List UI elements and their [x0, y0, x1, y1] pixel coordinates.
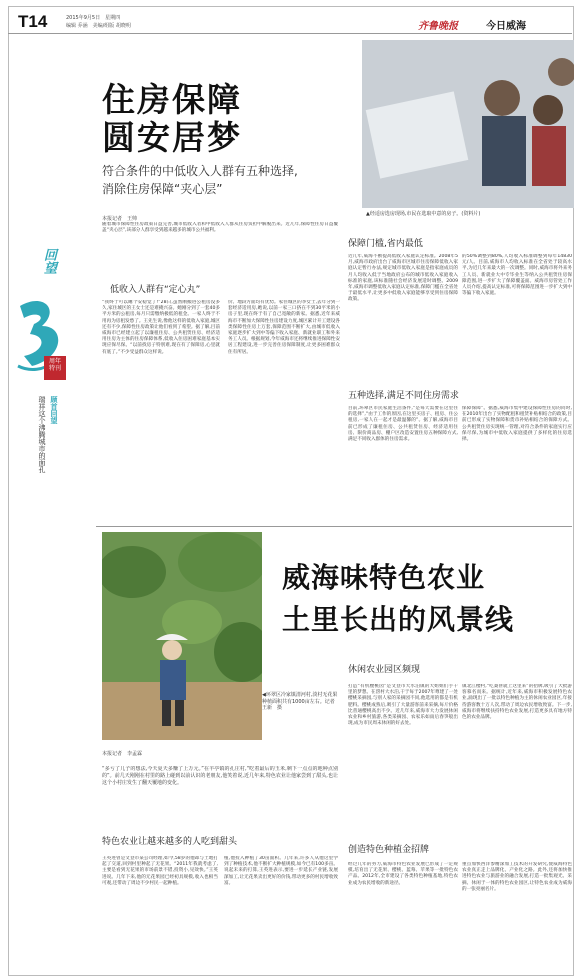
article1-col1: “我终于可以睡个安稳觉了!”28日,虽然刚搬进公租房没多久,家住城区的王女士还是难掩兴奋。她刚分到了一套40多平方米的公租房,每月只需缴纳极低的租金。一家人终于不用再为房租发愁了。王先生说,像他这样的低收入家庭,城区还有不少,保障性住房政策让他们看到了希望。据了解,目前威海市已经建立起了以廉租住房、公共租赁住房、经济适用住房为主体的住房保障体系,低收入住房困难家庭基本实现应保尽保。“以前找房子特别难,现在有了保障房,心里就有底了。”不少受益群众这样说。 [102, 300, 220, 355]
article2-lead: “多亏了儿子的想法,今天夏天多赚了上万元。”在羊亭镇的孔庄村,“吃着最后的玉米,剩下一点点的地种点别的”。前几天刚刚在村里的路上碰到以前认识的老朋友,他笑着说,近几年来,特色农业让他家尝到了甜头,也让这个小村庄发生了翻天覆地的变化。 [102, 766, 338, 786]
article1-col6: 保障保障”。据悉,威海市集中建设保障性住房的同时,在2010年出台了实物配租和租赁补贴相结合的政策,目前已形成了实物保障和货币补贴相结合的保障方式。公共租赁住房实现统一管理,对符合条件的家庭实行应保尽保,为城市中低收入家庭提供了多样化的住房选择。 [462, 406, 572, 443]
badge-text: 周年特刊 [48, 358, 61, 372]
article2-subhead-3: 创造特色种植金招牌 [348, 845, 430, 855]
side-caption-2: 瑞祥这个沸腾城市的面孔 [38, 396, 46, 473]
article1-subtitle-1: 符合条件的中低收入人群有五种选择, [102, 164, 298, 178]
issue-date: 2015年9月5日 星期四 [66, 15, 121, 21]
article1-lead: 随着城市保障性住房政策日益完善,城市低收入者和中低收入人群从住房负担中解脱出来。近几年,保障性住房日益覆盖“夹心层”,该部分人群享受到越来越多的城市公共福利。 [102, 222, 338, 234]
article2-subhead-2: 特色农业让越来越多的人吃到甜头 [102, 837, 238, 847]
article2-headline-2: 土里长出的风景线 [282, 603, 515, 636]
side-label-huiwang: 回望 [41, 248, 56, 274]
article2-col6: 重点加快西洋参精深加工技术的开发研究,使威海特色农业真正走上品牌化、产业化之路。此外,还将加快推进特色农业与旅游业的融合发展,打造一批集观光、采摘、休闲于一体的特色农业园区,让特色农业成为威海的一张亮丽名片。 [462, 862, 572, 892]
anniversary-badge [44, 356, 66, 380]
article2-photo [102, 532, 262, 740]
paper-name: 齐鲁晚报 [418, 21, 458, 32]
side-caption-1: 顾首回望 [50, 396, 58, 424]
article1-subhead-3: 五种选择,满足不同住房需求 [348, 391, 459, 401]
article2-col4: 植,他投入种植了30亩面积。几年来,许多人从他这里学到了种植技术,他不断扩大种植规模,如今已有100多亩。说起未来的打算,王英进表示,要进一步延长产业链,发展深加工,让无花果卖出更好的价钱,带动更多的村民增收致富。 [224, 856, 338, 886]
article1-subhead-2: 保障门槛,省内最低 [348, 239, 423, 249]
article1-byline: 本报记者 王帅 [102, 216, 138, 222]
article1-photo [362, 40, 574, 208]
article-divider [96, 526, 572, 527]
article1-headline-1: 住房保障 [102, 80, 242, 119]
article2-col5: 经过几年的努力,威海市特色农业发展已形成了一定规模,培育出了无花果、樱桃、蓝莓、苹果等一批特色农产品。2012年,全市建设了各类特色种植基地,特色农业成为农民增收的新途径。 [348, 862, 458, 886]
article2-photo-caption: ◀环翠区冷家镇清河村,淡村无花果种植面积共有1000亩左右。记者 王新 摄 [262, 692, 340, 711]
article1-subtitle-2: 消除住房保障“夹心层” [102, 182, 223, 196]
article1-subhead-1: 低收入人群有“定心丸” [110, 285, 201, 295]
article2-col3: 王英进曾是文登市某公司经理,如今,58岁的他却与土地打起了交道,回到村里种起了无花果。“2011年我就考虑了,主要是看到无花果的市场前景不错,投资小,见效快。”王英进说。几年下来,他的无花果园已经初具规模,收入也相当可观,还带动了周边不少村民一起种植。 [102, 856, 218, 886]
header-rule [8, 33, 572, 34]
article1-col4: 的50%调整到80%,人均收入标准调整到每年14830元/人。目前,威海市人均收入标准在全省处于较高水平,为近几年来最大的一次调整。同时,威海市将外来务工人员、新就业大中专毕业生等纳入公共租赁住房保障范围,进一步扩大了保障覆盖面。威海市房管处工作人员介绍,提高认定标准,可将保障范围进一步扩大到中等偏下收入家庭。 [462, 254, 572, 297]
article1-headline-2: 圆安居梦 [102, 118, 242, 157]
article1-col5: 目前,环翠区市民家庭生活条件,“是每天需要在这里住的选择”,“由于工作的原因,在这里买房子、租房、住公租房,一家人在一起才是最温馨的”。据了解,威海市目前已形成了廉租住房、公共租赁住房、经济适用住房、限价商品房、棚户区改造安置住房五种保障方式,满足不同收入群体的住房需求。 [348, 406, 458, 443]
page-number: T14 [18, 12, 48, 31]
article2-col2: 镇北江樱村,“吃桑葚就上这里来”的招牌,吸引了大批游客慕名而来。据统计,近年来,威海市积极发展特色农业,涌现出了一批以特色种植为主的休闲农业园区,年接待游客数十万人次,带动了周边农民增收致富。下一步,威海市将继续扶持特色农业发展,打造更多具有地方特色的农业品牌。 [462, 684, 572, 721]
article2-subhead-1: 休闲农业园区频现 [348, 665, 421, 675]
article2-col1: 打造“有机樱桃园”是文登市大水泊镇的大姐姐们手千里的梦想。在涝村大水泊,干于每于2007年尊建了一处樱桃采摘园,与别人家的采摘园不同,他选用的都是有机肥料。樱桃成熟后,吸引了大量游客前来采摘,每斤价格比普通樱桃高出不少。近几年来,威海市大力发展休闲农业和乡村旅游,各类采摘园、农家乐如雨后春笋般出现,成为市民周末休闲的好去处。 [348, 684, 458, 727]
article1-photo-caption: ▲经适房选房现场,市民在选取中意的房子。(资料片) [366, 211, 481, 217]
issue-editors: 编辑 乔涵 美编/组版 胡晓明 [66, 23, 131, 29]
article2-byline: 本报记者 李孟霖 [102, 751, 143, 757]
section-name: 今日威海 [486, 21, 526, 32]
article1-col2: 价、地段方面均有优势。家住城区的李女士,去年分到一套经济适用房,她说,以前一家三口挤在不到30平米的小房子里,现在终于有了自己宽敞的新家。据悉,近年来威海市不断加大保障性住房建设力度,城区累计开工建设各类保障性住房上万套,保障范围不断扩大,由城市低收入家庭逐步扩大到中等偏下收入家庭、新就业职工和外来务工人员。根据规划,今年威海市还将继续推进保障性安居工程建设,进一步完善住房保障制度,让更多困难群众住有所居。 [228, 300, 340, 355]
article2-headline-1: 威海味特色农业 [282, 561, 486, 594]
article1-col3: 近几年,威海不断提高低收入家庭认定标准。2008年5月,威海市政府出台了威海市区城市住房保障低收入家庭认定暂行办法,规定城市低收入家庭是指家庭成员的月人均收入低于当地政府公布的城市低收入家庭收入标准的家庭,该标准随社会经济发展适时调整。2009年,威海市调整低收入家庭认定标准,保障门槛在全省处于最低水平,让更多中低收入家庭能够享受到住房保障政策。 [348, 254, 458, 303]
